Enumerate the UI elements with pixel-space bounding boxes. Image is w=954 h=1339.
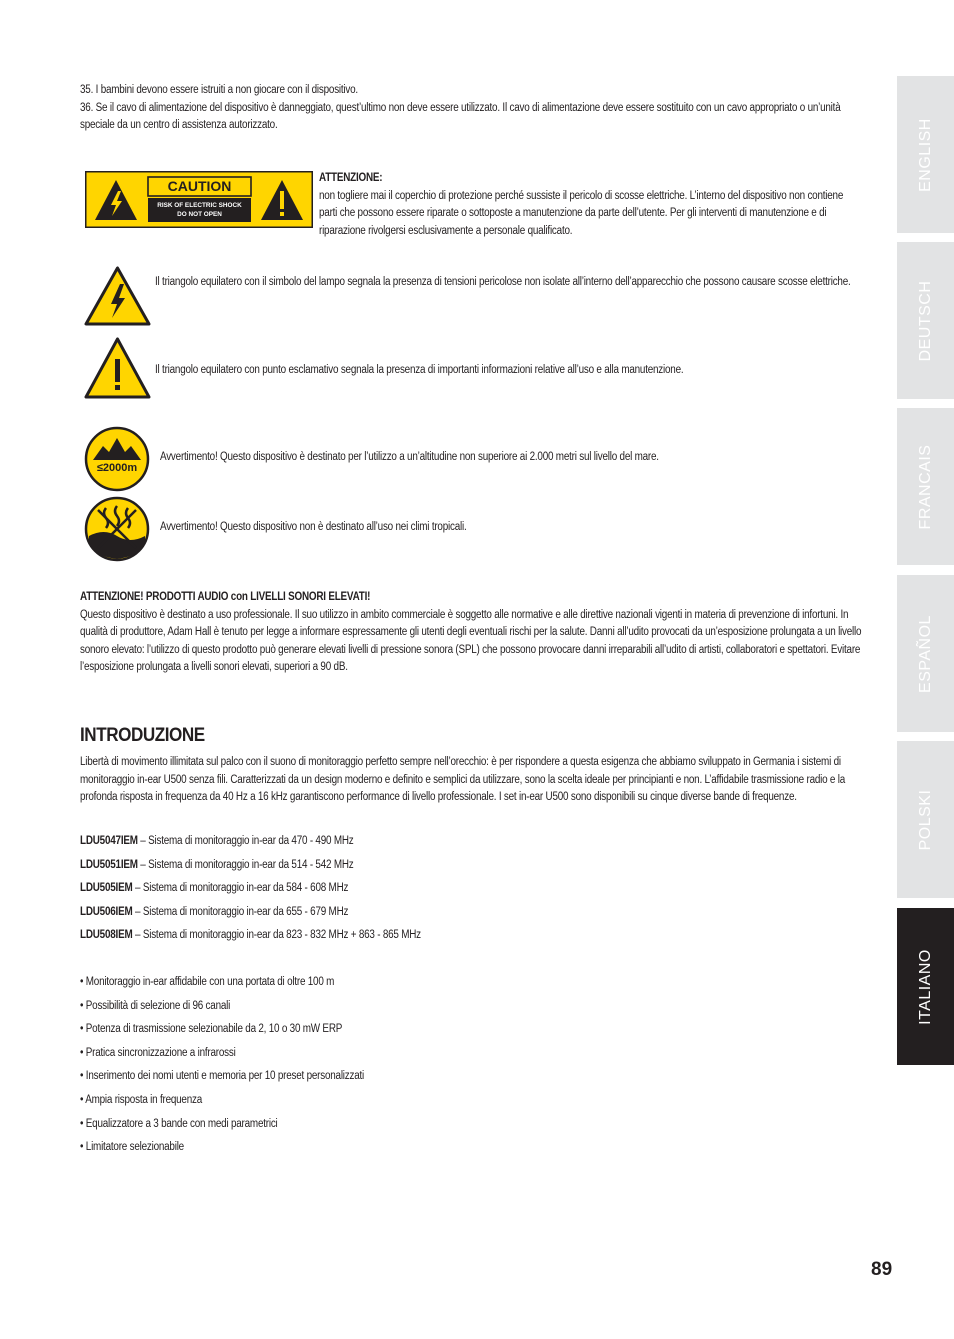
safety-item-35: 35. I bambini devono essere istruiti a non giocare con il dispositivo. — [80, 84, 358, 96]
tab-label: ESPAÑOL — [916, 614, 934, 693]
tab-italiano[interactable] — [897, 908, 954, 1065]
attenzione-heading: ATTENZIONE: — [319, 172, 383, 184]
model-item — [80, 901, 854, 925]
lightning-text: Il triangolo equilatero con il simbolo del lampo segnala la presenza di tensioni pericolose non isolate all’interno dell’apparecchio che possono causare scosse elettriche. — [155, 276, 851, 288]
model-desc: – Sistema di monitoraggio in-ear da 470 - 490 MHz — [137, 835, 354, 847]
audio-warning-text: Questo dispositivo è destinato a uso professionale. Il suo utilizzo in ambito commerciale è soggetto alle normative e alle direttive nazionali vigenti in materia di prevenzione di infortuni. In qualità di produttore, Adam Hall è tenuto per legge a informare espressamente gli utenti degli eventuali rischi per la salute. Danni all’udito provocati da un’esposizione prolungata a un livello sonoro elevato: l’utilizzo di questo prodotto può generare elevati livelli di pressione sonora (SPL) che possono provocare danni irreparabili all’udito di artisti, collaboratori e spettatori. Evitare l’esposizione prolungata a livelli sonori elevati, superiori a 90 dB. — [80, 608, 862, 674]
attenzione-text: non togliere mai il coperchio di protezione perché sussiste il pericolo di scosse elettriche. L’interno del dispositivo non contiene parti che possono essere riparate o sottoposte a manutenzione da parte dell’utente. Per gli interventi di manutenzione e di riparazione rivolgersi esclusivamente a personale qualificato. — [319, 189, 844, 237]
feature-item: • Inserimento dei nomi utenti e memoria per 10 preset personalizzati — [80, 1070, 365, 1083]
tab-francais[interactable] — [897, 408, 954, 565]
exclamation-triangle-icon — [84, 337, 151, 399]
feature-item: • Potenza di trasmissione selezionabile da 2, 10 o 30 mW ERP — [80, 1023, 343, 1036]
feature-item: • Limitatore selezionabile — [80, 1141, 184, 1154]
intro-text: Libertà di movimento illimitata sul palco con il suono di monitoraggio perfetto sempre nell’orecchio: è per rispondere a questa esigenza che abbiamo sviluppato in Germania i sistemi di monitoraggio in-ear U500 senza fili. Caratterizzati da un design moderno e definito e semplici da utilizzare, sono la scelta ideale per principianti e non. L’affidabile trasmissione radio e la profonda risposta in frequenza da 40 Hz a 16 kHz garantiscono performance di livello professionale. I set in-ear U500 sono disponibili su cinque diverse bande di frequenze. — [80, 756, 846, 804]
feature-item: • Possibilità di selezione di 96 canali — [80, 999, 231, 1012]
attenzione-block — [319, 170, 859, 240]
altitude-icon — [84, 426, 150, 492]
caution-line-2: DO NOT OPEN — [177, 211, 222, 218]
model-code: LDU505IEM — [80, 882, 133, 895]
model-code: LDU5047IEM — [80, 835, 138, 847]
tab-label: POLSKI — [916, 789, 934, 850]
model-desc: – Sistema di monitoraggio in-ear da 655 - 679 MHz — [132, 905, 349, 918]
feature-item: • Ampia risposta in frequenza — [80, 1093, 203, 1106]
tropical-text: Avvertimento! Questo dispositivo non è destinato all’uso nei climi tropicali. — [160, 521, 467, 533]
caution-line-1: RISK OF ELECTRIC SHOCK — [157, 202, 242, 209]
altitude-text: Avvertimento! Questo dispositivo è destinato per l’utilizzo a un’altitudine non superiore ai 2.000 metri sul livello del mare. — [160, 451, 659, 463]
caution-title: CAUTION — [167, 178, 232, 194]
model-code: LDU5051IEM — [80, 858, 138, 871]
model-item — [80, 877, 854, 901]
caution-subtitle — [148, 201, 251, 219]
audio-warning-heading: ATTENZIONE! PRODOTTI AUDIO con LIVELLI SONORI ELEVATI! — [80, 591, 371, 603]
model-desc: – Sistema di monitoraggio in-ear da 823 - 832 MHz + 863 - 865 MHz — [132, 929, 421, 942]
tab-polski[interactable] — [897, 741, 954, 898]
model-item — [80, 830, 854, 854]
intro-title: INTRODUZIONE — [80, 725, 205, 746]
safety-list — [80, 82, 869, 135]
tab-espanol[interactable] — [897, 575, 954, 732]
safety-item-36: 36. Se il cavo di alimentazione del dispositivo è danneggiato, quest’ultimo non deve essere utilizzato. Il cavo di alimentazione deve essere sostituito con un cavo appropriato o un’unità speciale da un centro di assistenza autorizzato. — [80, 101, 841, 132]
model-code: LDU508IEM — [80, 929, 133, 942]
tab-label: ITALIANO — [916, 948, 934, 1025]
feature-list — [80, 971, 854, 1160]
tropical-climate-icon — [84, 496, 150, 562]
page-number: 89 — [871, 1259, 893, 1280]
exclamation-text: Il triangolo equilatero con punto esclamativo segnala la presenza di importanti informazioni relative all’uso e alla manutenzione. — [155, 364, 684, 376]
model-code: LDU506IEM — [80, 905, 133, 918]
model-desc: – Sistema di monitoraggio in-ear da 514 - 542 MHz — [137, 858, 354, 871]
model-desc: – Sistema di monitoraggio in-ear da 584 - 608 MHz — [132, 882, 349, 895]
model-list — [80, 830, 854, 948]
feature-item: • Pratica sincronizzazione a infrarossi — [80, 1046, 236, 1059]
model-item — [80, 854, 854, 878]
lightning-triangle-icon — [84, 266, 151, 326]
audio-warning-block — [80, 589, 869, 677]
tab-english[interactable] — [897, 76, 954, 233]
tab-label: FRANCAIS — [916, 444, 934, 529]
tab-deutsch[interactable] — [897, 242, 954, 399]
altitude-label: ≤2000m — [96, 462, 138, 474]
tab-label: DEUTSCH — [916, 280, 934, 361]
feature-item: • Monitoraggio in-ear affidabile con una portata di oltre 100 m — [80, 976, 335, 988]
tab-label: ENGLISH — [916, 117, 934, 192]
feature-item: • Equalizzatore a 3 bande con medi parametrici — [80, 1117, 278, 1130]
model-item — [80, 924, 854, 948]
